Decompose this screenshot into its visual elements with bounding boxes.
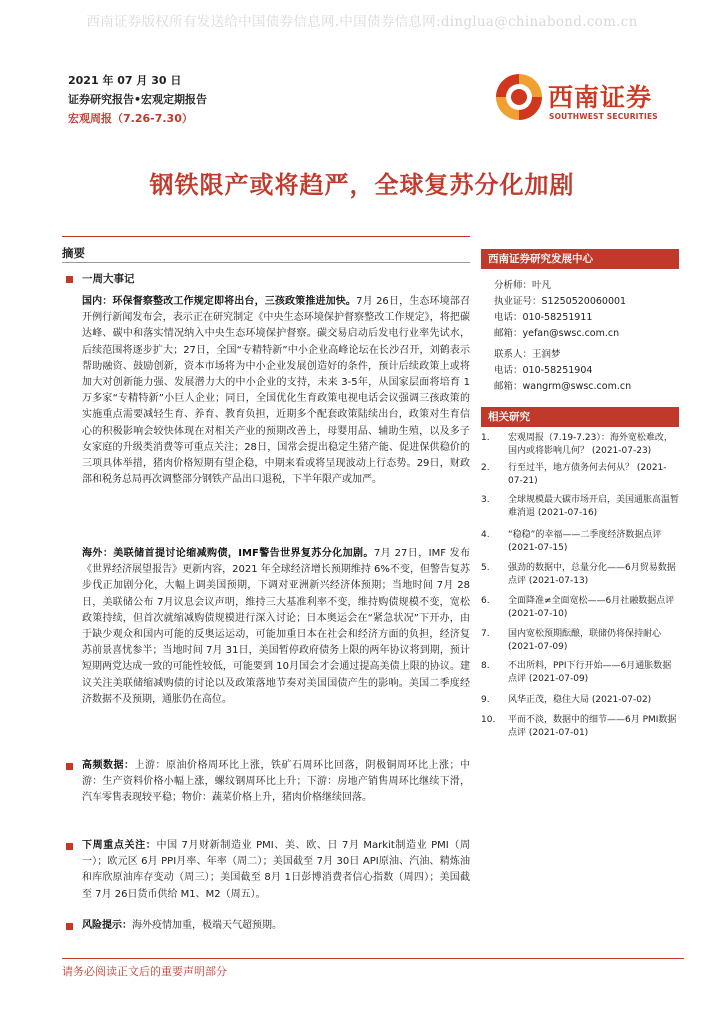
watermark: 西南证券版权所有发送给中国债券信息网.中国债券信息网:dinglua@chinabond.com.cn bbox=[86, 14, 638, 30]
related-text[interactable]: 强劲的数据中，总量分化——6月贸易数据点评 (2021-07-13) bbox=[508, 563, 676, 587]
logo-icon bbox=[494, 72, 544, 122]
bullet-icon bbox=[66, 923, 73, 930]
overseas-paragraph bbox=[82, 546, 470, 708]
abstract-label: 摘要 bbox=[62, 246, 85, 260]
team-header: 西南证券研究发展中心 bbox=[481, 249, 679, 269]
bullet-icon bbox=[66, 843, 73, 850]
related-text[interactable]: 行至过半，地方债务何去何从？ (2021-07-21) bbox=[508, 463, 667, 487]
logo-text-en: SOUTHWEST SECURITIES bbox=[549, 112, 658, 121]
overseas-lead: 海外：美联储首提讨论缩减购债，IMF警告世界复苏分化加剧。 bbox=[82, 548, 374, 559]
bullet-icon bbox=[66, 763, 73, 770]
related-item[interactable] bbox=[481, 462, 679, 489]
divider bbox=[62, 236, 470, 237]
analyst-phone: 电话：010-58251911 bbox=[494, 311, 593, 323]
next-week-paragraph bbox=[82, 838, 470, 903]
report-header bbox=[68, 72, 207, 128]
risk-paragraph bbox=[82, 918, 470, 934]
related-item[interactable] bbox=[481, 595, 679, 622]
related-number: 9. bbox=[481, 695, 490, 705]
related-text[interactable]: 全面降准≠全面宽松——6月社融数据点评 (2021-07-10) bbox=[508, 596, 675, 620]
related-number: 4. bbox=[481, 530, 490, 540]
related-number: 2. bbox=[481, 463, 490, 473]
related-item[interactable] bbox=[481, 694, 679, 707]
next-week-body: 中国 7月财新制造业 PMI、美、欧、日 7月 Markit制造业 PMI（周一）；欧元区 6月 PPI月率、年率（周二）；美国截至 7月 30日 API原油、汽油、精炼油和库欣原油库存变动（周三）；美国截至 8月 1日彭博消费者信心指数（周四）；美国截至 7月 26日货币供给 M1、M2（周五）。 bbox=[82, 840, 470, 900]
related-number: 10. bbox=[481, 715, 496, 725]
hf-body: 上游：原油价格周环比上涨，铁矿石周环比回落，阴极铜周环比上涨；中游：生产资料价格小幅上涨，螺纹钢周环比上升；下游：房地产销售周环比继续下滑，汽车零售表现较平稳；物价：蔬菜价格上升，猪肉价格继续回落。 bbox=[82, 760, 470, 804]
related-number: 6. bbox=[481, 596, 490, 606]
related-item[interactable] bbox=[481, 529, 679, 556]
section-heading: 高频数据： bbox=[82, 760, 135, 771]
related-text[interactable]: 全球规模最大碳市场开启，美国通胀高温暂难消退 (2021-07-16) bbox=[508, 495, 680, 519]
contact-phone: 电话：010-58251904 bbox=[494, 364, 593, 376]
footer-disclaimer[interactable]: 请务必阅读正文后的重要声明部分 bbox=[62, 965, 227, 978]
related-item[interactable] bbox=[481, 628, 679, 655]
bullet-icon bbox=[66, 276, 73, 283]
domestic-body: 7月 26日，生态环境部召开例行新闻发布会，表示正在研究制定《中央生态环境保护督察整改工作规定》，将把碳达峰、碳中和落实情况纳入中央生态环境保护督察。碳交易启动后发电行业率先试水，后续范围将逐步扩大；27日，全国“专精特新”中小企业高峰论坛在长沙召开，刘鹤表示帮助融资、鼓励创新，资本市场将为中小企业发展创造好的条件，预计后续政策上或将加大对创新能力强、发展潜力大的中小企业的支持，未来 3-5年，从国家层面将培育 1万多家“专精特新”小巨人企业；同日，全国优化生育政策电视电话会议强调三孩政策的实施重点需要减轻生育、养育、教育负担，近期多个配套政策陆续出台，政策对生育信心的积极影响会较快体现在对相关产业的预期改善上，母婴用品、辅助生殖，以及多子女家庭的升级类消费等可重点关注；28日，国常会提出稳定生猪产能、促进保供稳价的三项具体举措，猪肉价格短期有望企稳，中期来看或将呈现波动上行态势。29日，财政部和税务总局再次调整部分钢铁产品出口退税，下半年限产或加严。 bbox=[82, 296, 471, 486]
analyst-cert: 执业证号：S1250520060001 bbox=[494, 295, 627, 307]
related-number: 5. bbox=[481, 563, 490, 573]
related-header: 相关研究 bbox=[481, 407, 679, 427]
related-item[interactable] bbox=[481, 714, 679, 741]
logo-text-cn: 西南证券 bbox=[548, 83, 653, 112]
related-number: 7. bbox=[481, 629, 490, 639]
company-logo bbox=[494, 72, 684, 124]
related-item[interactable] bbox=[481, 494, 679, 521]
risk-body: 海外疫情加重，极端天气超预期。 bbox=[132, 920, 282, 931]
analyst-email[interactable]: 邮箱：yefan@swsc.com.cn bbox=[494, 327, 620, 339]
related-text[interactable]: “稳稳”的幸福——二季度经济数据点评 (2021-07-15) bbox=[508, 530, 662, 554]
related-number: 8. bbox=[481, 661, 490, 671]
related-text[interactable]: 平而不淡，数据中的细节——6月 PMI数据点评 (2021-07-01) bbox=[508, 715, 677, 739]
report-type: 证券研究报告•宏观定期报告 bbox=[68, 93, 208, 106]
contact-block bbox=[494, 347, 631, 395]
overseas-body: 7月 27日，IMF 发布《世界经济展望报告》更新内容，2021 年全球经济增长预期维持 6%不变，但警告复苏步伐正加剧分化，大幅上调美国预期，下调对亚洲新兴经济体预期；当地时间 7月 28日，美联储公布 7月议息会议声明，维持三大基准利率不变，维持购债规模不变，宽松政策持续，但首次就缩减购债规模进行深入讨论；日本奥运会在“紧急状况”下开办，由于缺少观众和国内可能的反奥运运动，可能加重日本在社会和经济方面的负担，经济复苏前景喜忧参半；当地时间 7月 31日，美国暂停政府债务上限的两年协议将到期，预计短期两党达成一致的可能性较低，可能要到 10月国会才会通过提高美债上限的协议。建议关注美联储缩减购债的讨论以及政策落地节奏对美国国债产生的影响。美国二季度经济数据不及预期，通胀仍在高位。 bbox=[82, 548, 470, 705]
related-number: 3. bbox=[481, 495, 490, 505]
related-text[interactable]: 国内宽松预期酝酿，联储仍将保持耐心 (2021-07-09) bbox=[508, 629, 662, 653]
section-heading: 一周大事记 bbox=[82, 273, 135, 285]
contact-name: 联系人：王润梦 bbox=[494, 349, 561, 360]
divider bbox=[62, 262, 470, 263]
report-series: 宏观周报（7.26-7.30） bbox=[68, 112, 193, 125]
domestic-lead: 国内：环保督察整改工作规定即将出台，三孩政策推进加快。 bbox=[82, 296, 357, 307]
related-text[interactable]: 风华正茂，稳住大局 (2021-07-02) bbox=[508, 695, 652, 705]
analyst-block bbox=[494, 278, 626, 342]
report-title: 钢铁限产或将趋严，全球复苏分化加剧 bbox=[149, 170, 575, 199]
analyst-name: 分析师：叶凡 bbox=[494, 280, 552, 291]
related-item[interactable] bbox=[481, 660, 679, 687]
domestic-paragraph bbox=[82, 294, 470, 488]
hf-paragraph bbox=[82, 758, 470, 807]
related-item[interactable] bbox=[481, 432, 679, 459]
related-text[interactable]: 不出所料，PPI下行开始——6月通胀数据点评 (2021-07-09) bbox=[508, 661, 672, 685]
related-item[interactable] bbox=[481, 562, 679, 589]
section-heading: 风险提示： bbox=[82, 920, 132, 931]
section-heading: 下周重点关注： bbox=[82, 840, 157, 851]
related-text[interactable]: 宏观周报（7.19-7.23）：海外宽松难改，国内或将影响几何？ (2021-07-23) bbox=[508, 433, 673, 457]
report-date: 2021 年 07 月 30 日 bbox=[68, 74, 182, 87]
footer-divider bbox=[62, 958, 684, 959]
related-number: 1. bbox=[481, 433, 490, 443]
contact-email[interactable]: 邮箱：wangrm@swsc.com.cn bbox=[494, 380, 632, 392]
